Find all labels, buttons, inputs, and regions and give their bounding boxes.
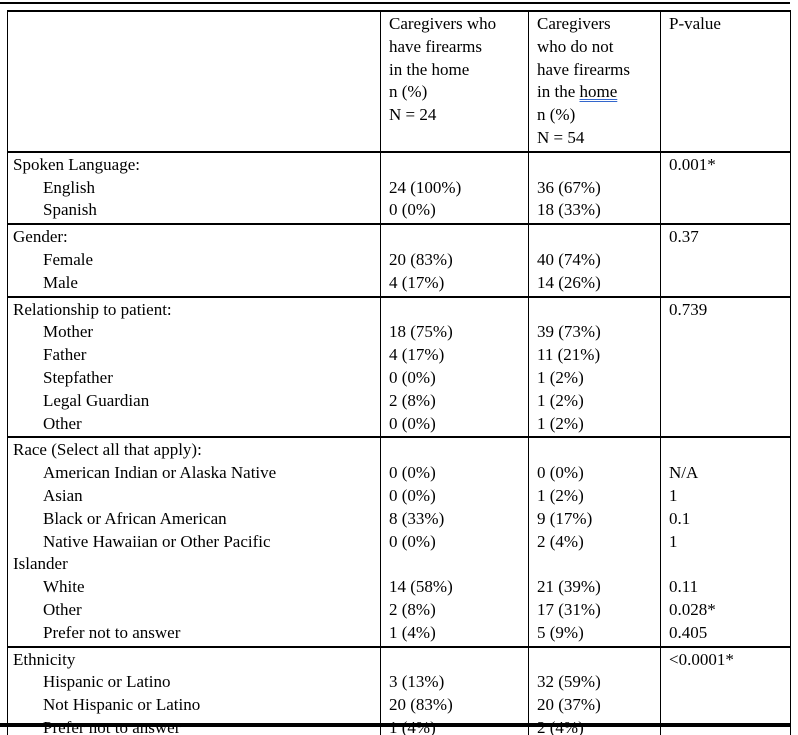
with-firearms-value: 2 (8%) bbox=[389, 599, 436, 619]
cell-with-firearms bbox=[381, 647, 529, 735]
section-row-gender bbox=[8, 224, 791, 296]
cell-labels bbox=[8, 297, 381, 438]
p-value bbox=[669, 439, 788, 462]
p-value bbox=[669, 390, 788, 413]
section-row-spoken-language bbox=[8, 152, 791, 224]
with-firearms-value bbox=[389, 154, 526, 177]
row-label: Female bbox=[43, 249, 94, 269]
row-label: Other bbox=[43, 599, 82, 619]
section-row-race bbox=[8, 437, 791, 646]
without-firearms-value: 11 (21%) bbox=[537, 345, 601, 365]
row-label: Stepfather bbox=[43, 367, 113, 387]
table-body bbox=[8, 11, 791, 735]
p-value bbox=[669, 177, 788, 200]
p-value: N/A bbox=[669, 463, 699, 483]
row-label: Gender: bbox=[13, 227, 68, 247]
without-firearms-value: 20 (37%) bbox=[537, 695, 601, 715]
without-firearms-value: 32 (59%) bbox=[537, 672, 601, 692]
cell-labels bbox=[8, 152, 381, 224]
row-label: Relationship to patient: bbox=[13, 299, 172, 319]
without-firearms-value: 40 (74%) bbox=[537, 249, 601, 269]
cell-labels bbox=[8, 647, 381, 735]
p-value: 1 bbox=[669, 531, 678, 551]
cell-without-firearms bbox=[529, 152, 661, 224]
p-value: 0.028* bbox=[669, 599, 716, 619]
with-firearms-value: 0 (0%) bbox=[389, 463, 436, 483]
p-value bbox=[669, 413, 788, 436]
header-with-firearms-lines bbox=[389, 13, 526, 127]
with-firearms-value: 8 (33%) bbox=[389, 508, 445, 528]
header-without-firearms-cell bbox=[529, 11, 661, 152]
cell-pvalue bbox=[661, 152, 791, 224]
cell-pvalue bbox=[661, 437, 791, 646]
p-value: 0.001* bbox=[669, 154, 716, 174]
row-label: Legal Guardian bbox=[43, 390, 150, 410]
cell-without-firearms bbox=[529, 297, 661, 438]
without-firearms-value: 39 (73%) bbox=[537, 322, 601, 342]
without-firearms-value: 17 (31%) bbox=[537, 599, 601, 619]
cell-with-firearms bbox=[381, 224, 529, 296]
p-value bbox=[669, 199, 788, 222]
with-firearms-value: 0 (0%) bbox=[389, 367, 436, 387]
header-without-firearms-lines bbox=[537, 13, 658, 150]
p-value bbox=[669, 344, 788, 367]
with-firearms-value: 24 (100%) bbox=[389, 177, 462, 197]
p-value: <0.0001* bbox=[669, 649, 734, 669]
without-firearms-value: 1 (2%) bbox=[537, 485, 584, 505]
p-value bbox=[669, 272, 788, 295]
p-value bbox=[669, 553, 788, 576]
with-firearms-value: 1 (4%) bbox=[389, 622, 436, 642]
p-value bbox=[669, 671, 788, 694]
row-label: Ethnicity bbox=[13, 649, 76, 669]
cell-without-firearms bbox=[529, 224, 661, 296]
row-label: White bbox=[43, 577, 85, 597]
row-label: Spoken Language: bbox=[13, 154, 140, 174]
row-label: Male bbox=[43, 272, 78, 292]
with-firearms-value bbox=[389, 439, 526, 462]
with-firearms-value: 0 (0%) bbox=[389, 413, 436, 433]
cell-labels bbox=[8, 437, 381, 646]
row-label: Spanish bbox=[43, 200, 97, 220]
with-firearms-value: 18 (75%) bbox=[389, 322, 453, 342]
cell-without-firearms bbox=[529, 647, 661, 735]
header-empty-cell bbox=[8, 11, 381, 152]
header-pvalue-cell bbox=[661, 11, 791, 152]
header-line: n (%) bbox=[389, 82, 428, 102]
p-value bbox=[669, 249, 788, 272]
header-line: who do not bbox=[537, 36, 614, 56]
without-firearms-value bbox=[537, 553, 658, 576]
row-label: Father bbox=[43, 345, 87, 365]
without-firearms-value: 2 (4%) bbox=[537, 531, 584, 551]
without-firearms-value: 14 (26%) bbox=[537, 272, 601, 292]
demographics-table bbox=[7, 10, 791, 735]
row-label: Race (Select all that apply): bbox=[13, 440, 202, 460]
with-firearms-value: 20 (83%) bbox=[389, 695, 453, 715]
with-firearms-value: 0 (0%) bbox=[389, 531, 436, 551]
header-line: Caregivers who bbox=[389, 14, 497, 33]
bottom-rule bbox=[0, 723, 790, 727]
row-label: Hispanic or Latino bbox=[43, 672, 171, 692]
without-firearms-value: 1 (2%) bbox=[537, 413, 584, 433]
without-firearms-value bbox=[537, 299, 658, 322]
with-firearms-value bbox=[389, 553, 526, 576]
header-line: N = 24 bbox=[389, 105, 437, 125]
p-value: 1 bbox=[669, 485, 678, 505]
cell-labels bbox=[8, 224, 381, 296]
without-firearms-value: 9 (17%) bbox=[537, 508, 593, 528]
without-firearms-value bbox=[537, 154, 658, 177]
row-label: Islander bbox=[13, 554, 68, 574]
header-line: in the home bbox=[389, 59, 470, 79]
with-firearms-value: 14 (58%) bbox=[389, 577, 453, 597]
row-label: Other bbox=[43, 413, 82, 433]
without-firearms-value: 36 (67%) bbox=[537, 177, 601, 197]
cell-pvalue bbox=[661, 224, 791, 296]
header-pvalue-label: P-value bbox=[669, 14, 721, 33]
p-value: 0.11 bbox=[669, 577, 699, 597]
top-rule bbox=[0, 2, 790, 4]
without-firearms-value bbox=[537, 439, 658, 462]
header-line: Caregivers bbox=[537, 14, 611, 33]
header-line-text: in the bbox=[537, 82, 580, 102]
header-row bbox=[8, 11, 791, 152]
without-firearms-value bbox=[537, 649, 658, 672]
with-firearms-value: 2 (8%) bbox=[389, 390, 436, 410]
with-firearms-value: 0 (0%) bbox=[389, 485, 436, 505]
row-label: Mother bbox=[43, 322, 94, 342]
cell-with-firearms bbox=[381, 437, 529, 646]
section-row-ethnicity bbox=[8, 647, 791, 735]
section-row-relationship-to-patient bbox=[8, 297, 791, 438]
p-value bbox=[669, 694, 788, 717]
without-firearms-value: 21 (39%) bbox=[537, 577, 601, 597]
row-label: Native Hawaiian or Other Pacific bbox=[43, 531, 271, 551]
grammar-underlined-word: home bbox=[579, 82, 618, 102]
with-firearms-value: 3 (13%) bbox=[389, 672, 445, 692]
row-label: Not Hispanic or Latino bbox=[43, 695, 201, 715]
row-label: Prefer not to answer bbox=[43, 622, 181, 642]
cell-with-firearms bbox=[381, 152, 529, 224]
row-label: Asian bbox=[43, 485, 83, 505]
without-firearms-value: 5 (9%) bbox=[537, 622, 584, 642]
p-value: 0.37 bbox=[669, 227, 699, 247]
p-value: 0.739 bbox=[669, 299, 708, 319]
row-label: Black or African American bbox=[43, 508, 227, 528]
header-line: n (%) bbox=[537, 105, 576, 125]
without-firearms-value: 18 (33%) bbox=[537, 200, 601, 220]
with-firearms-value: 4 (17%) bbox=[389, 272, 445, 292]
with-firearms-value: 0 (0%) bbox=[389, 200, 436, 220]
row-label: English bbox=[43, 177, 95, 197]
with-firearms-value bbox=[389, 649, 526, 672]
p-value bbox=[669, 367, 788, 390]
p-value: 0.1 bbox=[669, 508, 691, 528]
header-line: N = 54 bbox=[537, 127, 585, 147]
cell-pvalue bbox=[661, 647, 791, 735]
header-line bbox=[537, 81, 658, 104]
without-firearms-value: 1 (2%) bbox=[537, 390, 584, 410]
without-firearms-value: 0 (0%) bbox=[537, 463, 584, 483]
with-firearms-value: 4 (17%) bbox=[389, 345, 445, 365]
cell-with-firearms bbox=[381, 297, 529, 438]
without-firearms-value bbox=[537, 226, 658, 249]
p-value bbox=[669, 321, 788, 344]
header-line: have firearms bbox=[537, 59, 630, 79]
header-with-firearms-cell bbox=[381, 11, 529, 152]
row-label: American Indian or Alaska Native bbox=[43, 463, 277, 483]
with-firearms-value bbox=[389, 226, 526, 249]
without-firearms-value: 1 (2%) bbox=[537, 367, 584, 387]
header-line: have firearms bbox=[389, 36, 482, 56]
cell-pvalue bbox=[661, 297, 791, 438]
with-firearms-value bbox=[389, 299, 526, 322]
p-value: 0.405 bbox=[669, 622, 708, 642]
cell-without-firearms bbox=[529, 437, 661, 646]
with-firearms-value: 20 (83%) bbox=[389, 249, 453, 269]
